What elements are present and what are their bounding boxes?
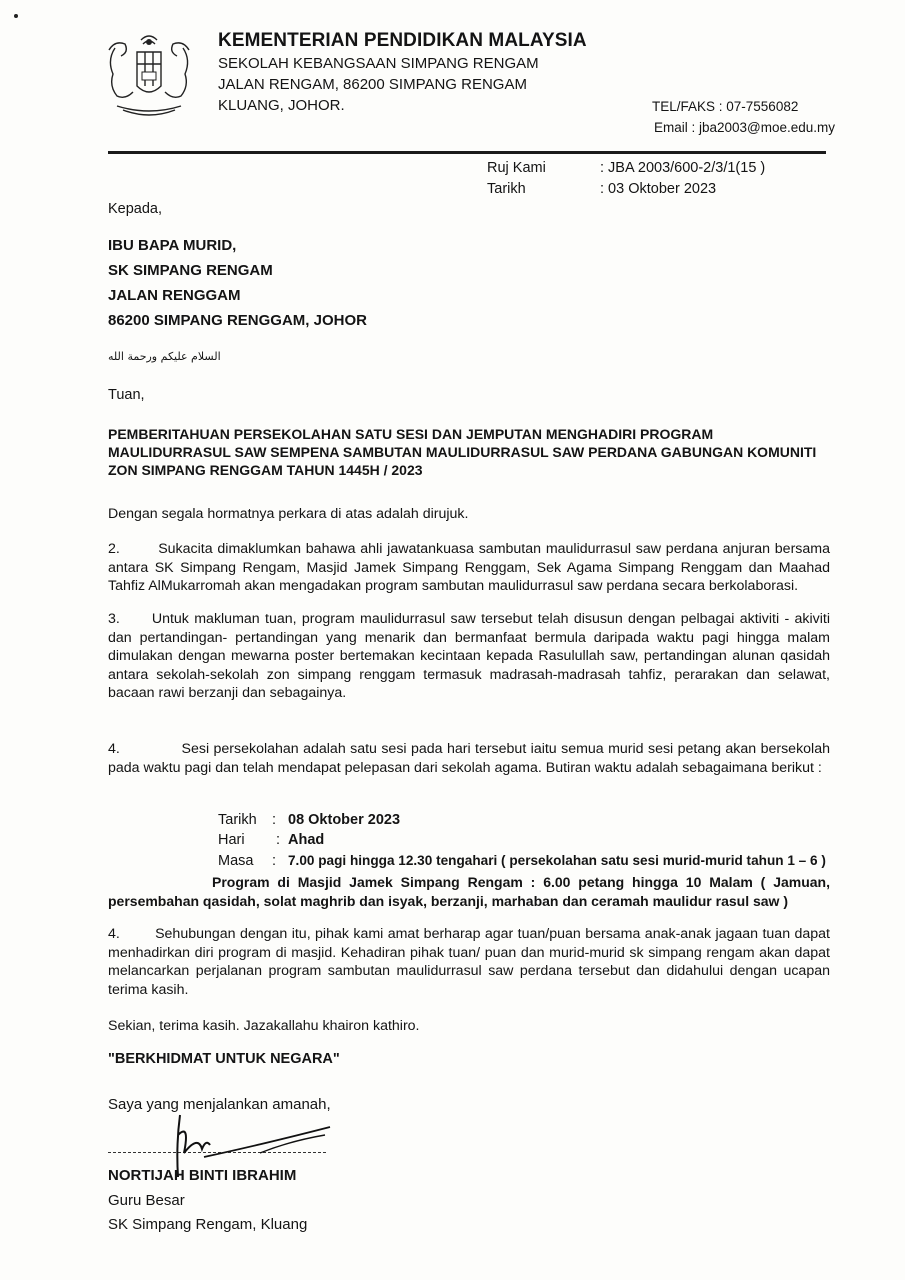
email: Email : jba2003@moe.edu.my: [654, 120, 836, 135]
paragraph-4: 4. Sesi persekolahan adalah satu sesi pada hari tersebut iaitu semua murid sesi petang akan bersekolah pada waktu pagi dan telah mendapat pelepasan dari sekolah agama. Butiran waktu adalah sebagaimana berikut :: [108, 741, 830, 776]
school-address-2: KLUANG, JOHOR.: [218, 97, 345, 114]
kepada: Kepada,: [108, 201, 163, 217]
recipient-line-4: 86200 SIMPANG RENGGAM, JOHOR: [108, 312, 367, 329]
paragraph-5: 4. Sehubungan dengan itu, pihak kami amat berharap agar tuan/puan bersama anak-anak jagaan tuan dapat menhadirkan diri program di masjid. Kehadiran pihak tuan/ puan dan murid-murid sk simpang rengam akan dapat melancarkan perjalanan program sambutan maulidurrasul saw perdana tersebut dan didahului dengan ucapan terima kasih.: [108, 926, 830, 998]
detail-day-value: Ahad: [288, 832, 325, 848]
detail-date-label: Tarikh: [218, 812, 257, 828]
ministry-name: KEMENTERIAN PENDIDIKAN MALAYSIA: [218, 30, 587, 51]
detail-date-value: 08 Oktober 2023: [288, 812, 401, 828]
page-speck: [14, 14, 18, 18]
signatory-name: NORTIJAH BINTI IBRAHIM: [108, 1167, 297, 1184]
date-value: : 03 Oktober 2023: [600, 181, 717, 197]
arabic-greeting: السلام عليكم ورحمة الله: [108, 350, 221, 363]
signatory-position: Guru Besar: [108, 1192, 185, 1209]
school-address-1: JALAN RENGAM, 86200 SIMPANG RENGAM: [218, 76, 527, 93]
date-label: Tarikh: [487, 181, 526, 197]
paragraph-6: Sekian, terima kasih. Jazakallahu khairon kathiro.: [108, 1018, 420, 1034]
detail-day-label: Hari: [218, 832, 245, 848]
motto: "BERKHIDMAT UNTUK NEGARA": [108, 1051, 340, 1067]
school-name: SEKOLAH KEBANGSAAN SIMPANG RENGAM: [218, 55, 539, 72]
signatory-school: SK Simpang Rengam, Kluang: [108, 1216, 308, 1233]
detail-program: Program di Masjid Jamek Simpang Rengam : 6.00 petang hingga 10 Malam ( Jamuan, persembahan qasidah, solat maghrib dan isyak, berzanji, marhaban dan ceramah maulidur rasul saw ): [108, 874, 830, 909]
paragraph-2: 2. Sukacita dimaklumkan bahawa ahli jawatankuasa sambutan maulidurrasul saw perdana anjuran bersama antara SK Simpang Rengam, Masjid Jamek Simpang Renggam, Sek Agama Simpang Renggam dan Maahad Tahfiz AlMukarromah akan mengadakan program sambutan maulidurrasul saw perdana secara berkolaborasi.: [108, 541, 830, 594]
ref-label: Ruj Kami: [487, 160, 546, 176]
header-divider: [108, 151, 826, 154]
recipient-line-2: SK SIMPANG RENGAM: [108, 262, 273, 279]
tel-fax: TEL/FAKS : 07-7556082: [652, 99, 799, 114]
paragraph-1: Dengan segala hormatnya perkara di atas adalah dirujuk.: [108, 506, 469, 522]
ref-value: : JBA 2003/600-2/3/1(15 ): [600, 160, 766, 176]
recipient-line-3: JALAN RENGGAM: [108, 287, 241, 304]
detail-time-value: 7.00 pagi hingga 12.30 tengahari ( persekolahan satu sesi murid-murid tahun 1 – 6 ): [288, 853, 826, 868]
paragraph-3: 3. Untuk makluman tuan, program maulidurrasul saw tersebut telah disusun dengan pelbagai aktiviti - akiviti dan pertandingan- pertandingan yang menarik dan bermanfaat bermula daripada waktu pagi hingga malam dimulakan dengan mewarna poster bertemakan kecintaan kepada Rasulullah saw, pertandingan alunan qasidah antara sekolah-sekolah zon simpang renggam termasuk madrasah-madrasah tahfiz, perarakan dan selawat, bacaan rawi berzanji dan sebagainya.: [108, 611, 830, 701]
malaysia-coat-of-arms-icon: [95, 30, 203, 122]
recipient-line-1: IBU BAPA MURID,: [108, 237, 237, 254]
letter-subject: PEMBERITAHUAN PERSEKOLAHAN SATU SESI DAN JEMPUTAN MENGHADIRI PROGRAM MAULIDURRASUL SAW SEMPENA SAMBUTAN MAULIDURRASUL SAW PERDANA GABUNGAN KOMUNITI ZON SIMPANG RENGGAM TAHUN 1445H / 2023: [108, 426, 817, 478]
salutation: Tuan,: [108, 387, 145, 403]
detail-time-label: Masa: [218, 853, 254, 869]
closing-phrase: Saya yang menjalankan amanah,: [108, 1096, 331, 1113]
